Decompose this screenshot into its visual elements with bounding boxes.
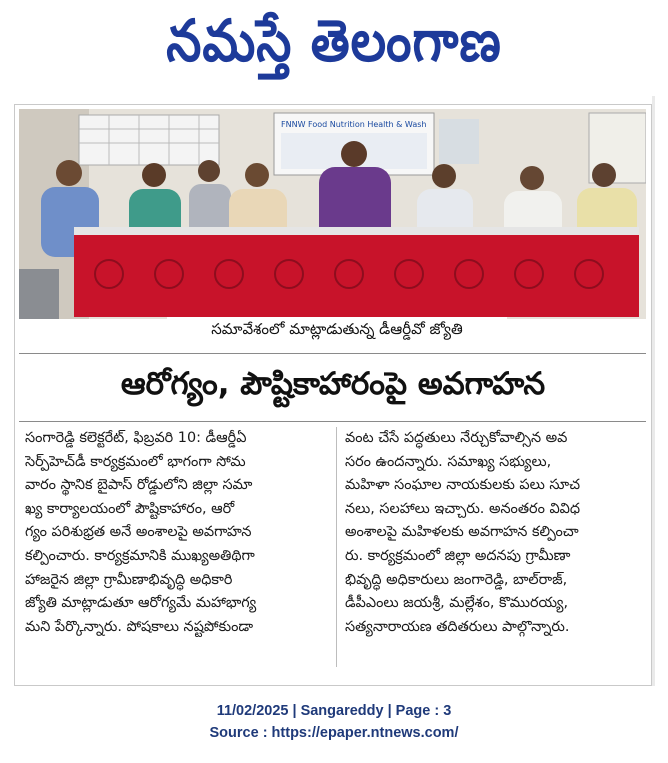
- banner-text: FNNW Food Nutrition Health & Wash: [281, 120, 427, 129]
- body-line: వంట చేసే పద్ధతులు నేర్చుకోవాల్సిన అవ: [345, 430, 568, 446]
- body-line: గ్యం పరిశుభ్రత అనే అంశాలపై అవగాహన: [25, 524, 252, 541]
- body-line: కల్పించారు. కార్యక్రమానికి ముఖ్యఅతిథిగా: [25, 547, 255, 564]
- page-footer: [0, 700, 668, 744]
- source-link[interactable]: Source : https://epaper.ntnews.com/: [209, 725, 459, 741]
- masthead: [0, 0, 668, 96]
- body-line: వారం స్థానిక బైపాస్ రోడ్డులోని జిల్లా సమా: [25, 477, 253, 494]
- body-line: అంశాలపై మహిళలకు అవగాహన కల్పించా: [345, 524, 579, 541]
- article-right-column: [345, 427, 645, 639]
- meeting-photo-illustration: [19, 109, 646, 319]
- body-line: మహిళా సంఘాల నాయకులకు పలు సూచ: [345, 477, 581, 494]
- news-clipping: [14, 104, 652, 686]
- body-line: నలు, సలహాలు ఇచ్చారు. అనంతరం వివిధ: [345, 500, 581, 517]
- body-line: సరం ఉందన్నారు. సమాఖ్య సభ్యులు,: [345, 453, 552, 470]
- column-divider: [336, 427, 337, 667]
- body-line: భివృద్ధి అధికారులు జంగారెడ్డి, బాల్‌రాజ్,: [345, 571, 568, 588]
- body-line: ఖ్య కార్యాలయంలో పౌష్టికాహారం, ఆరో: [25, 500, 235, 517]
- newspaper-logo: నమస్తే తెలంగాణ: [166, 7, 502, 74]
- body-line: సంగారెడ్డి కలెక్టరేట్, ఫిబ్రవరి 10: డీఆర్డీఏ: [25, 430, 247, 446]
- article-left-column: [25, 427, 329, 639]
- headline-bottom-rule: [19, 421, 646, 422]
- body-line: హాజరైన జిల్లా గ్రామీణాభివృద్ధి అధికారి: [25, 571, 233, 588]
- photo-caption: సమావేశంలో మాట్లాడుతున్న డీఆర్డీవో జ్యోతి: [167, 317, 507, 345]
- body-line: జ్యోతి మాట్లాడుతూ ఆరోగ్యమే మహాభాగ్య: [25, 595, 257, 612]
- article-headline: ఆరోగ్యం, పౌష్టికాహారంపై అవగాహన: [120, 365, 546, 402]
- body-line: సత్యనారాయణ తదితరులు పాల్గొన్నారు.: [345, 618, 570, 635]
- body-line: మని పేర్కొన్నారు. పోషకాలు నష్టపోకుండా: [25, 618, 254, 635]
- body-line: సెర్ప్‌హెచ్‌డీ కార్యక్రమంలో భాగంగా సోమ: [25, 453, 246, 470]
- edition-info: 11/02/2025 | Sangareddy | Page : 3: [216, 703, 452, 719]
- article-photo: [19, 109, 646, 319]
- body-line: డీపీఎంలు జయశ్రీ, మల్లేశం, కొమురయ్య,: [345, 595, 569, 612]
- body-line: రు. కార్యక్రమంలో జిల్లా అదనపు గ్రామీణా: [345, 547, 571, 564]
- headline-top-rule: [19, 353, 646, 354]
- page-edge: [652, 96, 655, 686]
